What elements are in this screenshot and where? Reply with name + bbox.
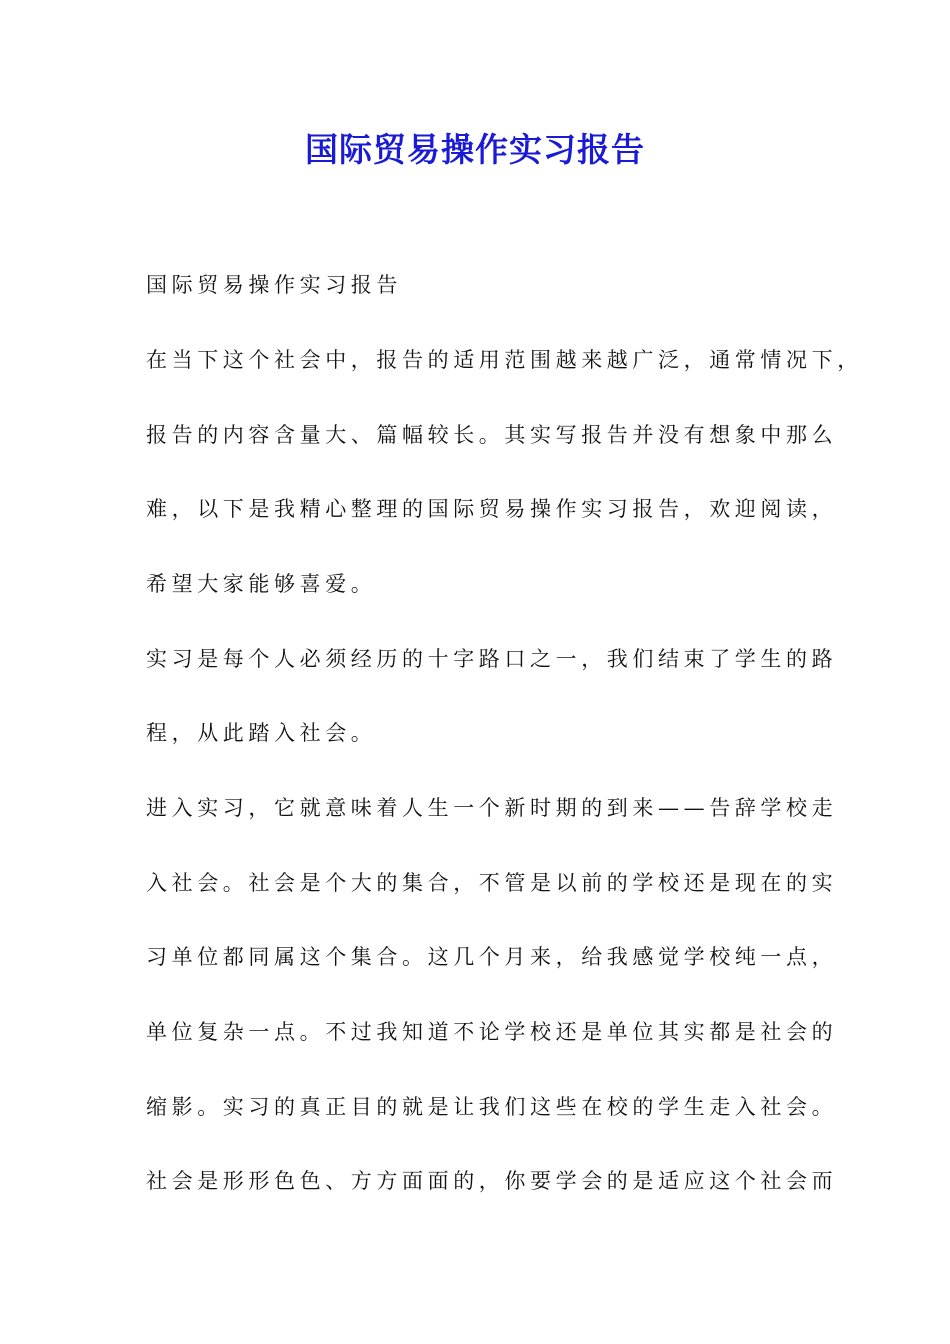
body-line: 难，以下是我精心整理的国际贸易操作实习报告，欢迎阅读， <box>146 497 838 521</box>
body-line: 社会是形形色色、方方面面的，你要学会的是适应这个社会而 <box>146 1169 838 1193</box>
body-line: 入社会。社会是个大的集合，不管是以前的学校还是现在的实 <box>146 871 838 895</box>
document-title: 国际贸易操作实习报告 <box>305 130 645 169</box>
body-line: 缩影。实习的真正目的就是让我们这些在校的学生走入社会。 <box>146 1095 838 1119</box>
body-line: 国际贸易操作实习报告 <box>146 273 402 297</box>
body-line: 习单位都同属这个集合。这几个月来，给我感觉学校纯一点， <box>146 945 838 969</box>
body-line: 实习是每个人必须经历的十字路口之一，我们结束了学生的路 <box>146 647 838 671</box>
body-line: 在当下这个社会中，报告的适用范围越来越广泛，通常情况下， <box>146 348 863 372</box>
body-line: 单位复杂一点。不过我知道不论学校还是单位其实都是社会的 <box>146 1020 838 1044</box>
body-line: 希望大家能够喜爱。 <box>146 572 377 596</box>
body-line: 进入实习，它就意味着人生一个新时期的到来——告辞学校走 <box>146 796 838 820</box>
body-line: 报告的内容含量大、篇幅较长。其实写报告并没有想象中那么 <box>146 423 838 447</box>
body-line: 程，从此踏入社会。 <box>146 721 377 745</box>
